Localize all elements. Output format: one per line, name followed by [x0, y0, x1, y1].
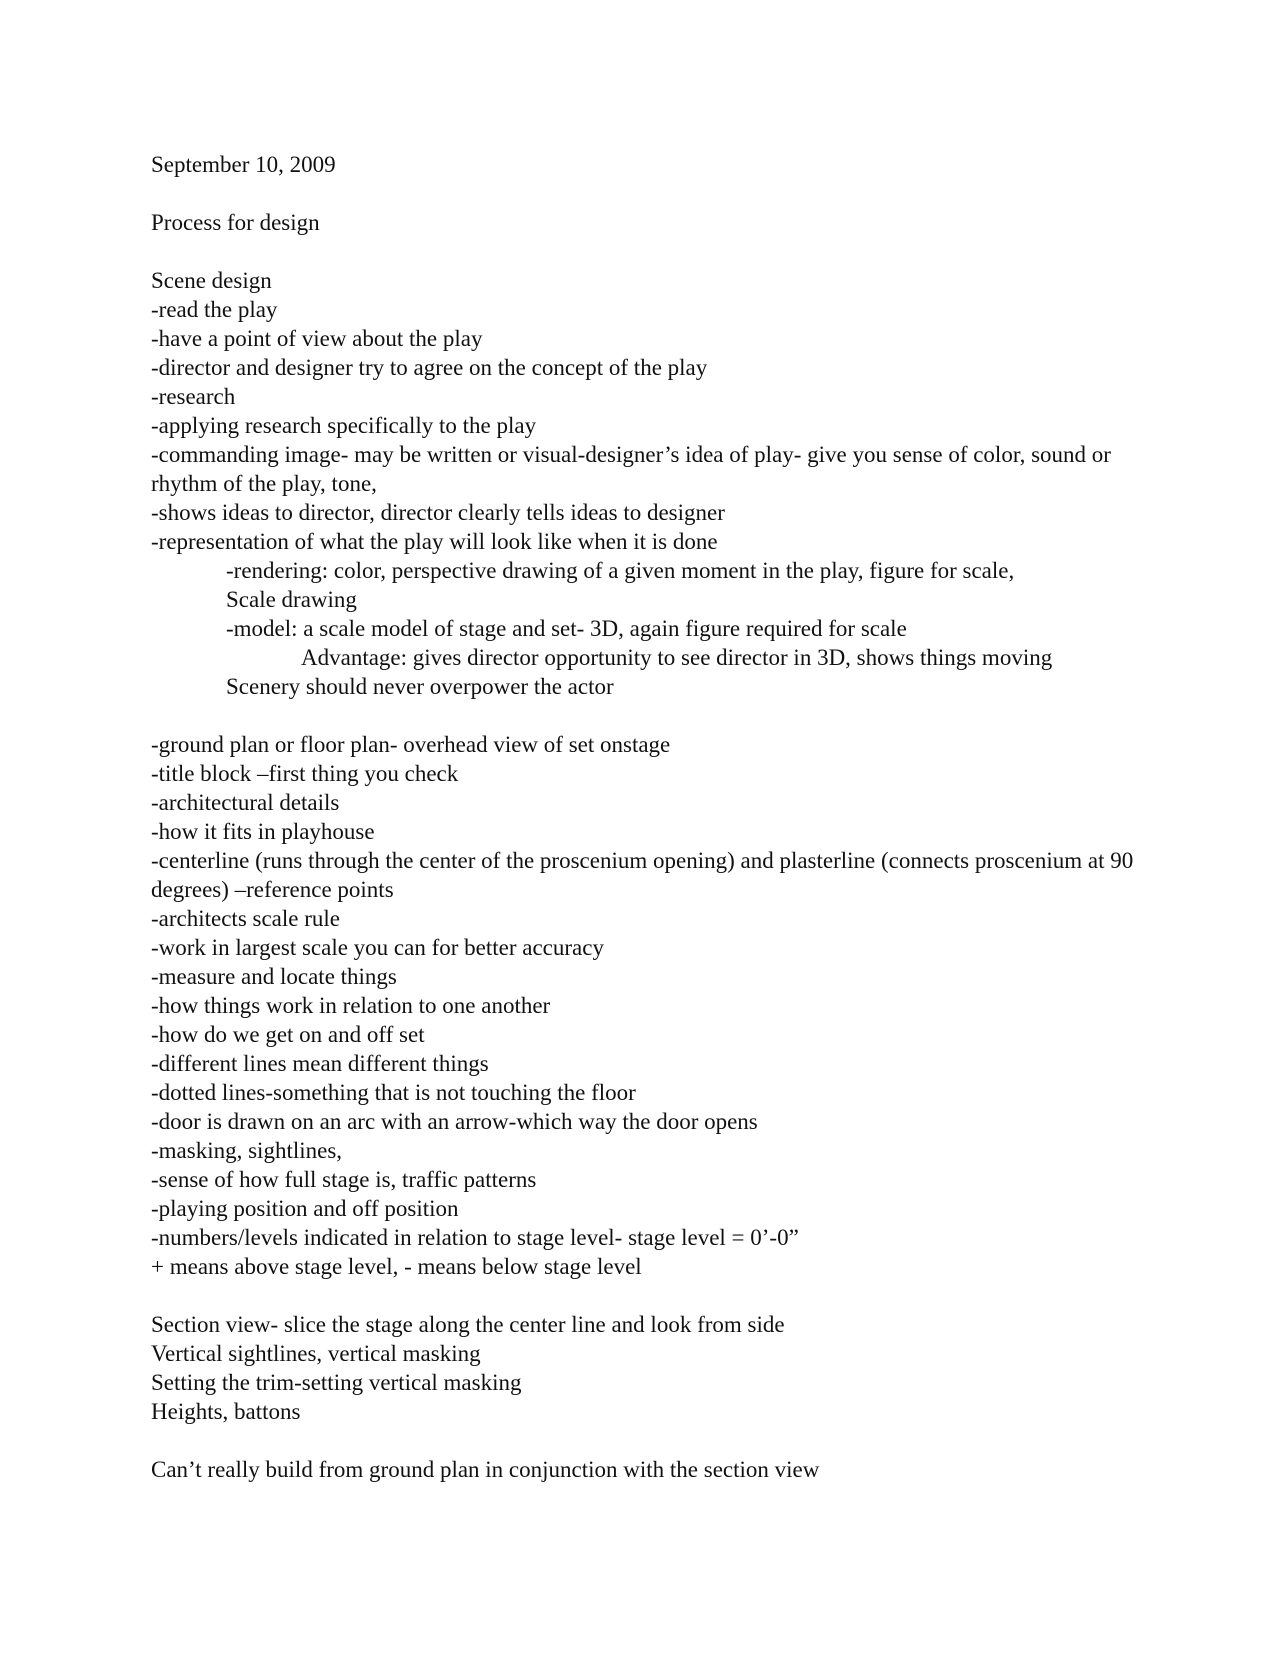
ground-plan-item: -sense of how full stage is, traffic patterns — [151, 1167, 537, 1192]
ground-plan-item: -numbers/levels indicated in relation to stage level- stage level = 0’-0” — [151, 1225, 799, 1250]
section-view-item: Setting the trim-setting vertical masking — [151, 1370, 522, 1395]
ground-plan-item: -how do we get on and off set — [151, 1022, 425, 1047]
spacer — [151, 237, 1151, 266]
scene-design-sub-item: Scale drawing — [226, 587, 357, 612]
scene-design-note: Scenery should never overpower the actor — [226, 674, 614, 699]
ground-plan-item: -centerline (runs through the center of the proscenium opening) and plasterline (connects proscenium at 90 degrees) –reference points — [151, 848, 1134, 902]
scene-design-item: -have a point of view about the play — [151, 326, 483, 351]
scene-design-sub-item: -rendering: color, perspective drawing of a given moment in the play, figure for scale, — [226, 558, 1015, 583]
scene-design-item: -shows ideas to director, director clearly tells ideas to designer — [151, 500, 725, 525]
ground-plan-item: -measure and locate things — [151, 964, 397, 989]
document-date: September 10, 2009 — [151, 152, 336, 177]
scene-design-item: -read the play — [151, 297, 278, 322]
scene-design-sub-item: -model: a scale model of stage and set- 3D, again figure required for scale — [226, 616, 907, 641]
ground-plan-item: -architects scale rule — [151, 906, 340, 931]
ground-plan-item: -ground plan or floor plan- overhead view of set onstage — [151, 732, 671, 757]
ground-plan-item: -work in largest scale you can for better accuracy — [151, 935, 604, 960]
ground-plan-item: -different lines mean different things — [151, 1051, 489, 1076]
ground-plan-item: -door is drawn on an arc with an arrow-which way the door opens — [151, 1109, 758, 1134]
ground-plan-item: -dotted lines-something that is not touching the floor — [151, 1080, 636, 1105]
scene-design-heading: Scene design — [151, 268, 272, 293]
ground-plan-item: + means above stage level, - means below stage level — [151, 1254, 642, 1279]
ground-plan-item: -architectural details — [151, 790, 340, 815]
spacer — [151, 179, 1151, 208]
ground-plan-item: -masking, sightlines, — [151, 1138, 343, 1163]
spacer — [151, 1426, 1151, 1455]
ground-plan-item: -playing position and off position — [151, 1196, 459, 1221]
scene-design-item: -research — [151, 384, 236, 409]
spacer — [151, 701, 1151, 730]
ground-plan-item: -how things work in relation to one another — [151, 993, 551, 1018]
document-title: Process for design — [151, 210, 320, 235]
scene-design-item: -director and designer try to agree on the concept of the play — [151, 355, 708, 380]
scene-design-item: -representation of what the play will look like when it is done — [151, 529, 718, 554]
scene-design-item: -applying research specifically to the play — [151, 413, 537, 438]
scene-design-advantage: Advantage: gives director opportunity to see director in 3D, shows things moving — [301, 645, 1053, 670]
section-view-item: Section view- slice the stage along the center line and look from side — [151, 1312, 785, 1337]
spacer — [151, 1281, 1151, 1310]
section-view-item: Vertical sightlines, vertical masking — [151, 1341, 481, 1366]
document-page — [151, 150, 1151, 1484]
scene-design-item: -commanding image- may be written or visual-designer’s idea of play- give you sense of color, sound or rhythm of the play, tone, — [151, 442, 1111, 496]
ground-plan-item: -title block –first thing you check — [151, 761, 459, 786]
ground-plan-item: -how it fits in playhouse — [151, 819, 375, 844]
closing-note: Can’t really build from ground plan in conjunction with the section view — [151, 1457, 820, 1482]
section-view-item: Heights, battons — [151, 1399, 301, 1424]
